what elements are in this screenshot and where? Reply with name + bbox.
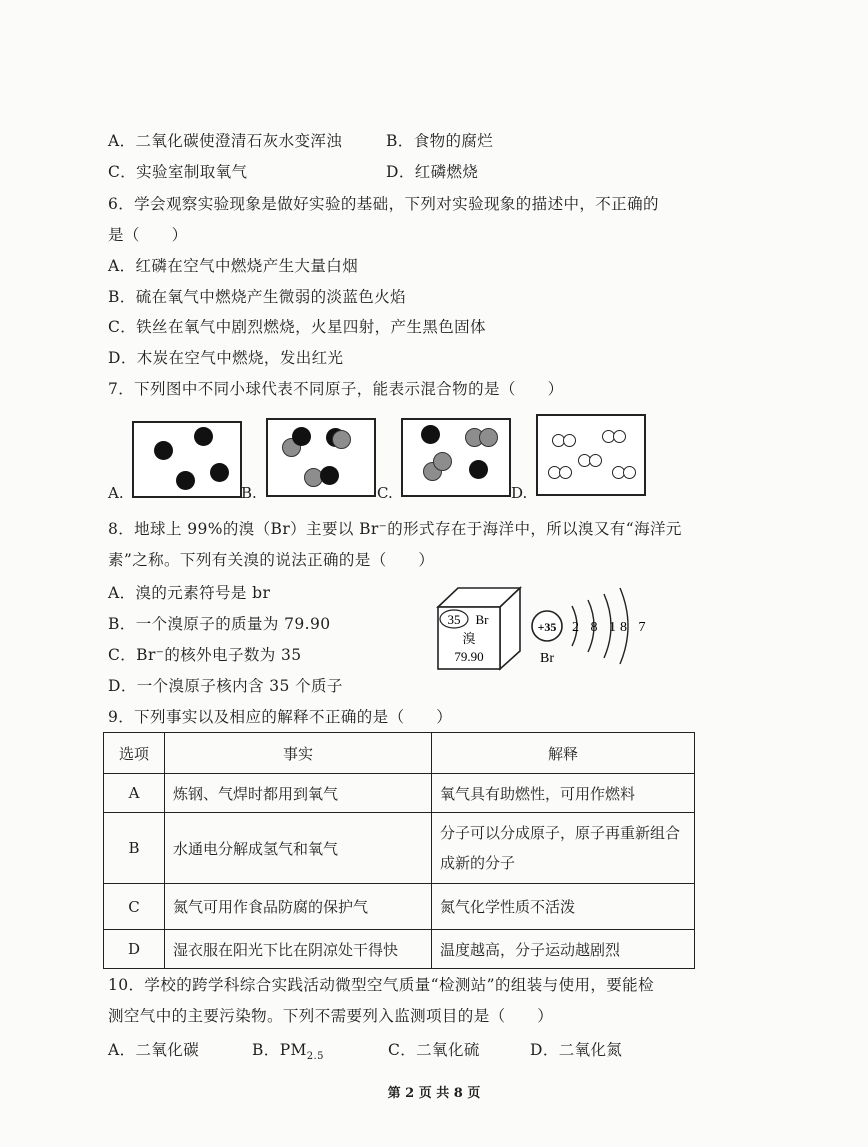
q5-option-d: D．红磷燃烧 xyxy=(386,163,479,181)
row-fact: 炼钢、气焊时都用到氧气 xyxy=(165,774,432,813)
atom-ball xyxy=(194,427,213,446)
row-option: A xyxy=(104,774,165,813)
cube-mass: 79.90 xyxy=(454,649,484,664)
header-reason: 解释 xyxy=(432,733,695,774)
atom-ring xyxy=(589,454,602,467)
q7-label-d: D. xyxy=(511,484,528,502)
cube-name: 溴 xyxy=(462,632,476,647)
q10-option-b xyxy=(252,1040,324,1067)
q6-option-d: D．木炭在空气中燃烧，发出红光 xyxy=(108,349,344,367)
q8-option-a: A．溴的元素符号是 br xyxy=(108,584,271,602)
q10-stem-line2: 测空气中的主要污染物。下列不需要列入监测项目的是（ ） xyxy=(108,1007,554,1025)
element-cube xyxy=(436,585,522,671)
q8-stem-line1: 8．地球上 99%的溴（Br）主要以 Br⁻的形式存在于海洋中，所以溴又有“海洋元 xyxy=(108,520,682,538)
atom-structure-diagram xyxy=(528,588,650,668)
q9-stem: 9．下列事实以及相应的解释不正确的是（ ） xyxy=(108,708,453,726)
q6-stem-line1: 6．学会观察实验现象是做好实验的基础，下列对实验现象的描述中，不正确的 xyxy=(108,195,659,213)
q6-option-c: C．铁丝在氧气中剧烈燃烧，火星四射，产生黑色固体 xyxy=(108,318,486,336)
atom-ring xyxy=(613,430,626,443)
q7-label-a: A. xyxy=(108,484,124,502)
atom-ball xyxy=(154,441,173,460)
q7-figure-d xyxy=(536,414,646,496)
q5-option-a: A．二氧化碳使澄清石灰水变浑浊 xyxy=(108,132,343,150)
q10-option-a: A．二氧化碳 xyxy=(108,1041,200,1059)
table-row xyxy=(104,813,695,884)
atom-ring xyxy=(623,466,636,479)
row-option: C xyxy=(104,884,165,930)
atom-ring xyxy=(563,434,576,447)
table-row xyxy=(104,930,695,969)
q7-figure-b xyxy=(266,418,376,497)
atom-ball xyxy=(292,427,311,446)
facts-table xyxy=(103,732,695,969)
q7-figure-c xyxy=(401,418,511,497)
atom-ball xyxy=(320,466,339,485)
page-footer: 第 2 页 共 8 页 xyxy=(387,1086,481,1101)
q10-option-b-text: B．PM xyxy=(252,1041,307,1059)
atom-ball xyxy=(433,452,452,471)
row-reason: 氧气具有助燃性，可用作燃料 xyxy=(432,774,695,813)
q6-stem-line2: 是（ ） xyxy=(108,226,188,244)
atom-ball xyxy=(210,463,229,482)
q10-stem-line1: 10．学校的跨学科综合实践活动微型空气质量“检测站”的组装与使用，要能检 xyxy=(108,976,654,994)
header-fact: 事实 xyxy=(165,733,432,774)
row-reason: 分子可以分成原子，原子再重新组合成新的分子 xyxy=(432,813,695,884)
q5-option-b: B．食物的腐烂 xyxy=(386,132,494,150)
atom-ball xyxy=(479,428,498,447)
q5-option-c: C．实验室制取氧气 xyxy=(108,163,248,181)
row-fact: 湿衣服在阳光下比在阴凉处干得快 xyxy=(165,930,432,969)
q10-option-c: C．二氧化硫 xyxy=(388,1041,480,1059)
q8-option-d: D．一个溴原子核内含 35 个质子 xyxy=(108,677,343,695)
q7-stem: 7．下列图中不同小球代表不同原子，能表示混合物的是（ ） xyxy=(108,380,564,398)
q8-stem-line2: 素”之称。下列有关溴的说法正确的是（ ） xyxy=(108,551,435,569)
row-reason: 温度越高，分子运动越剧烈 xyxy=(432,930,695,969)
row-fact: 氮气可用作食品防腐的保护气 xyxy=(165,884,432,930)
header-option: 选项 xyxy=(104,733,165,774)
nucleus-charge: +35 xyxy=(537,620,557,634)
atom-ball xyxy=(469,460,488,479)
q6-option-a: A．红磷在空气中燃烧产生大量白烟 xyxy=(108,257,359,275)
q7-label-c: C. xyxy=(377,484,393,502)
q6-option-b: B．硫在氧气中燃烧产生微弱的淡蓝色火焰 xyxy=(108,288,406,306)
cube-atomic-number: 35 xyxy=(447,612,461,627)
q8-option-c: C．Br⁻的核外电子数为 35 xyxy=(108,646,302,664)
row-reason: 氮气化学性质不活泼 xyxy=(432,884,695,930)
atom-ball xyxy=(176,471,195,490)
q8-option-b: B．一个溴原子的质量为 79.90 xyxy=(108,615,331,633)
electron-shells: 2 8 18 7 xyxy=(572,620,650,635)
q10-option-b-subscript: 2.5 xyxy=(306,1051,324,1063)
atom-ball xyxy=(332,430,351,449)
atom-symbol: Br xyxy=(540,651,554,666)
atom-ball xyxy=(421,425,440,444)
row-option: B xyxy=(104,813,165,884)
cube-symbol: Br xyxy=(475,612,489,627)
table-header-row xyxy=(104,733,695,774)
row-option: D xyxy=(104,930,165,969)
q10-option-d: D．二氧化氮 xyxy=(530,1041,623,1059)
table-row xyxy=(104,884,695,930)
atom-ring xyxy=(559,466,572,479)
q7-label-b: B. xyxy=(241,484,257,502)
q7-figure-a xyxy=(132,421,242,498)
table-row xyxy=(104,774,695,813)
row-fact: 水通电分解成氢气和氧气 xyxy=(165,813,432,884)
